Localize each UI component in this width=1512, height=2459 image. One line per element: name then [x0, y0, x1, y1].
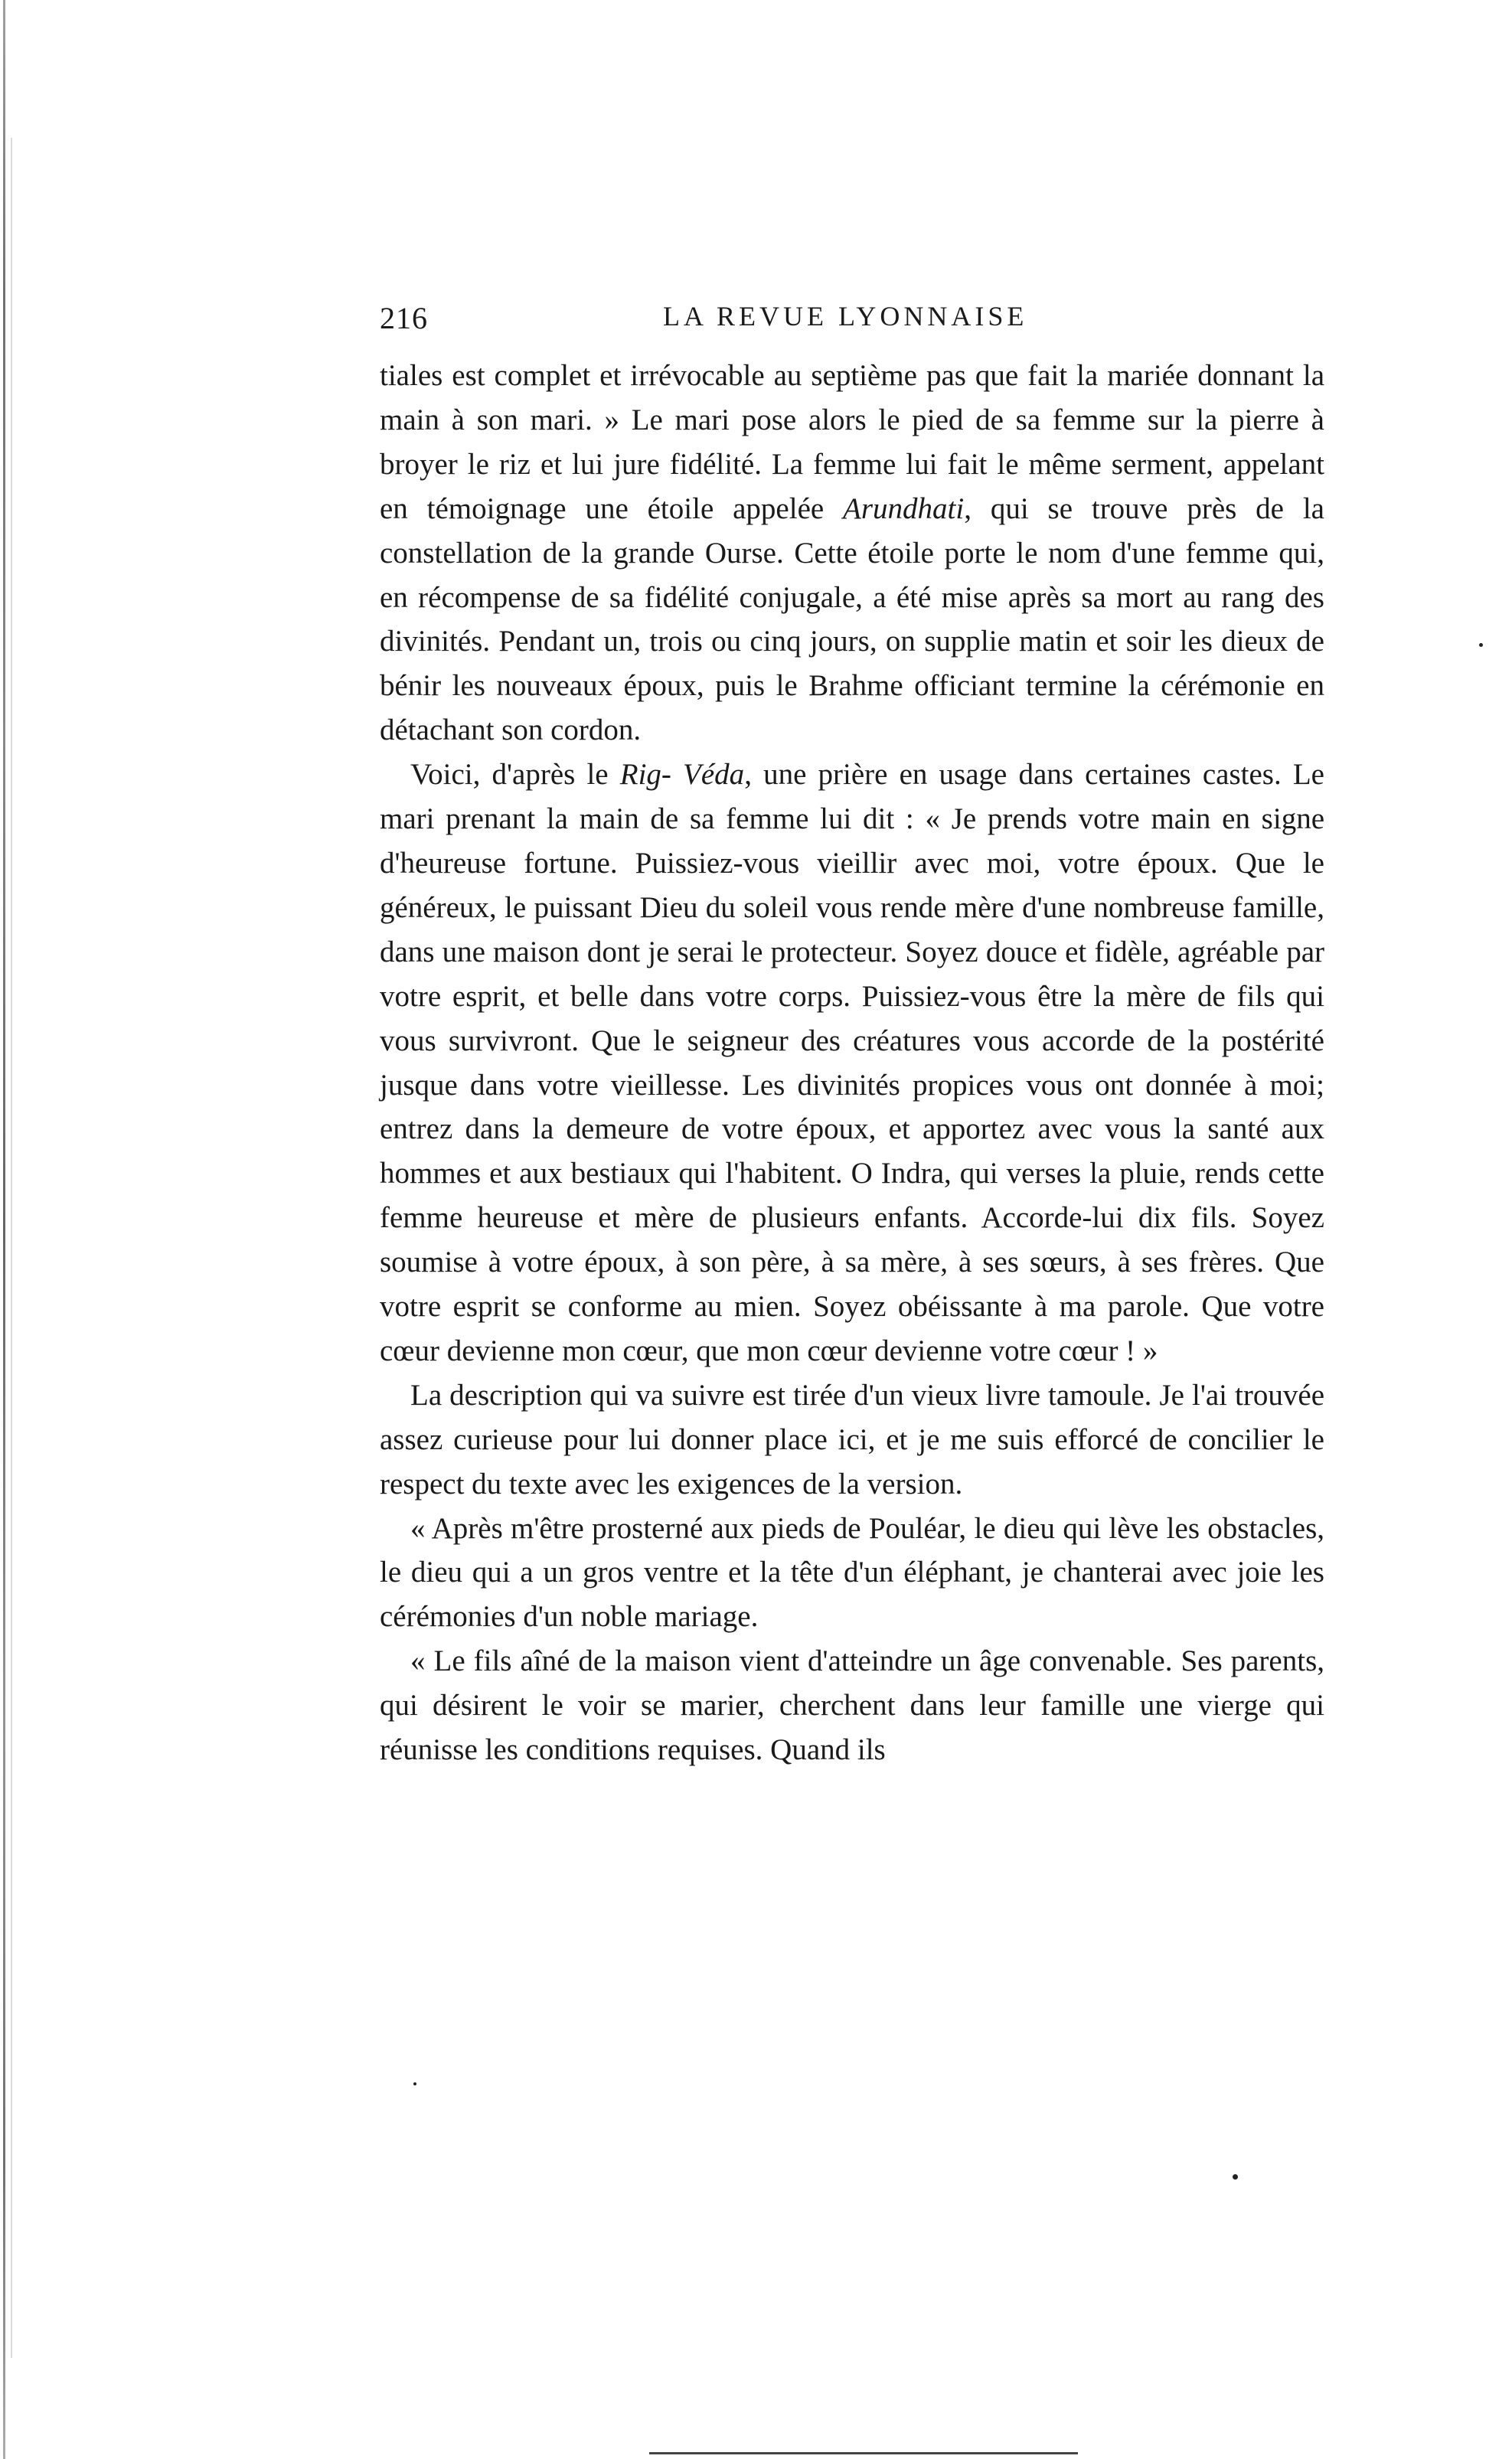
running-title: LA REVUE LYONNAISE	[663, 301, 1028, 331]
paragraph-3: La description qui va suivre est tirée d'un vieux livre tamoule. Je l'ai trouvée assez curieuse pour lui donner place ici, et je me suis efforcé de concilier le respect du texte avec les exigences de la version.	[380, 1378, 1324, 1501]
ink-speck	[1233, 2174, 1238, 2180]
paragraph-2	[380, 753, 1324, 1373]
paragraph-5: « Le fils aîné de la maison vient d'atteindre un âge convenable. Ses parents, qui désirent le voir se marier, cherchent dans leur famille une vierge qui réunisse les conditions requises. Quand ils	[380, 1644, 1324, 1767]
scan-edge-shadow	[11, 138, 12, 2358]
paragraph-2-italic: Rig- Véda	[619, 758, 745, 792]
paragraph-4: « Après m'être prosterné aux pieds de Pouléar, le dieu qui lève les obstacles, le dieu qui a un gros ventre et la tête d'un éléphant, je chanterai avec joie les cérémonies d'un noble mariage.	[380, 1511, 1324, 1634]
page-number: 216	[380, 301, 428, 335]
ink-speck	[1479, 643, 1483, 647]
paragraph-2-text-b: , une prière en usage dans certaines castes. Le mari prenant la main de sa femme lui dit : « Je prends votre main en signe d'heureuse fortune. Puissiez-vous vieillir avec moi, votre époux. Que le généreux, le puissant Dieu du soleil vous rende mère d'une nombreuse famille, dans une maison dont je serai le protecteur. Soyez douce et fidèle, agréable par votre esprit, et belle dans votre corps. Puissiez-vous être la mère de fils qui vous survivront. Que le seigneur des créatures vous accorde de la postérité jusque dans votre vieillesse. Les divinités propices vous ont donnée à moi; entrez dans la demeure de votre époux, et apportez avec vous la santé aux hommes et aux bestiaux qui l'habitent. O Indra, qui verses la pluie, rends cette femme heureuse et mère de plusieurs enfants. Accorde-lui dix fils. Soyez soumise à votre époux, à son père, à sa mère, à ses sœurs, à ses frères. Que votre esprit se conforme au mien. Soyez obéissante à ma parole. Que votre cœur devienne mon cœur, que mon cœur devienne votre cœur ! »	[380, 758, 1324, 1367]
scan-edge-artifact	[3, 0, 5, 2459]
paragraph-1-italic: Arundhati	[843, 491, 965, 525]
bottom-edge-rule	[649, 2452, 1078, 2454]
paragraph-1-text-a: tiales est complet et irrévocable au septième pas que fait la mariée donnant la main à son mari. » Le mari pose alors le pied de sa femme sur la pierre à broyer le riz et lui jure fidélité. La femme lui fait le même serment, appelant en témoignage une étoile appelée	[380, 359, 1324, 525]
ink-speck	[413, 2082, 416, 2085]
paragraph-1-text-b: , qui se trouve près de la constellation de la grande Ourse. Cette étoile porte le nom d'une femme qui, en récompense de sa fidélité conjugale, a été mise après sa mort au rang des divinités. Pendant un, trois ou cinq jours, on supplie matin et soir les dieux de bénir les nouveaux époux, puis le Brahme officiant termine la cérémonie en détachant son cordon.	[380, 491, 1324, 747]
body-text	[380, 354, 1324, 1772]
page-header	[380, 300, 1329, 343]
paragraph-2-text-a: Voici, d'après le	[410, 758, 620, 792]
paragraph-1	[380, 354, 1324, 753]
